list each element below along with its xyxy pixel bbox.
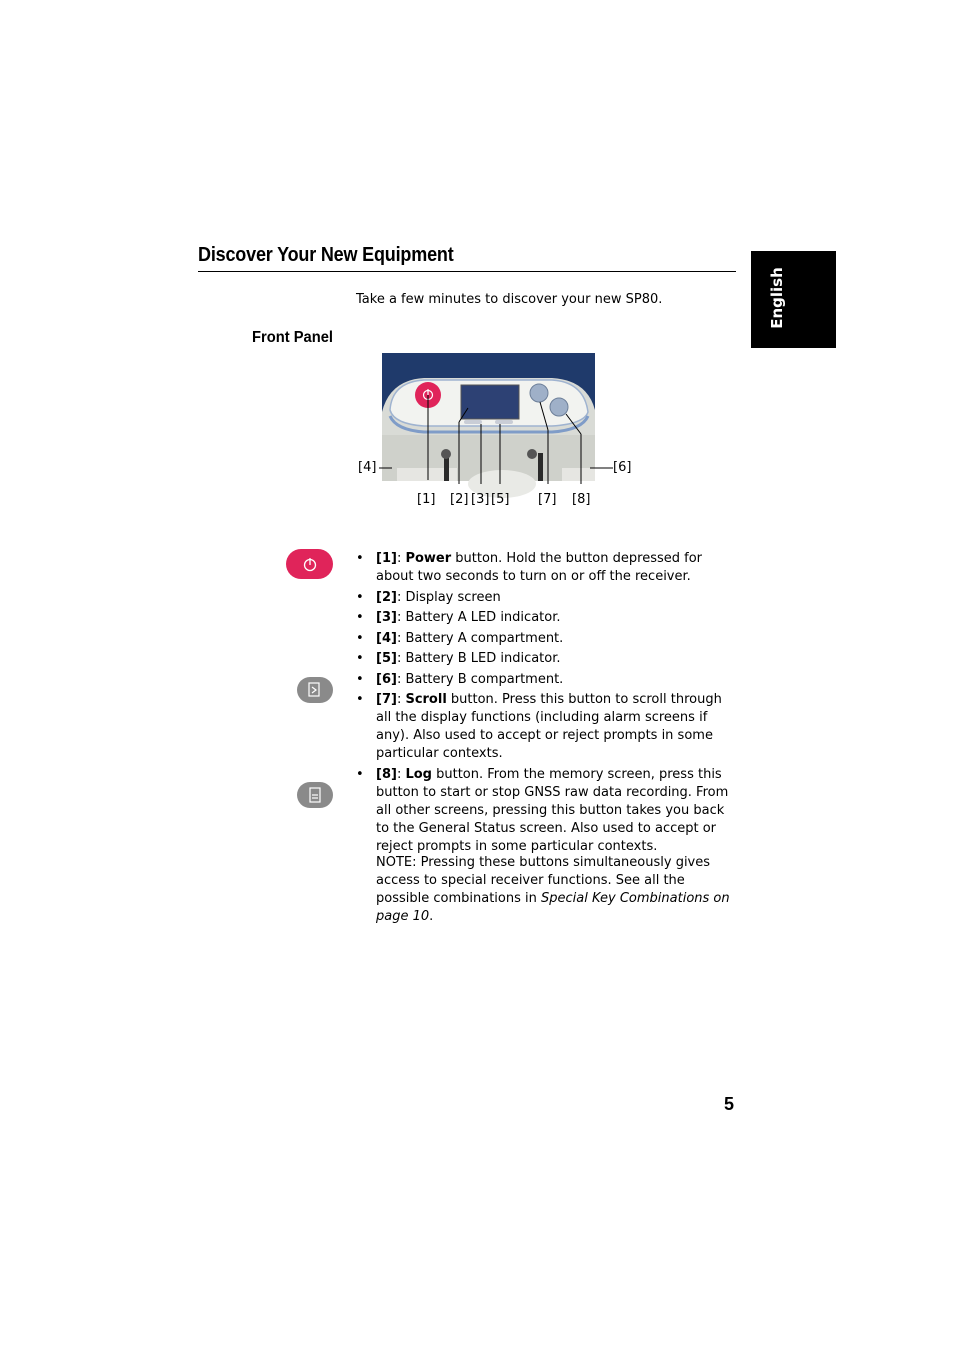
list-item: • [3]: Battery A LED indicator. [356,609,736,627]
callout-4: [4] [358,460,377,475]
callout-8: [8] [572,492,591,507]
callout-1: [1] [417,492,436,507]
section-heading: Front Panel [252,329,333,346]
cross-reference-link[interactable]: Special Key Combinations on page 10 [376,891,730,924]
scroll-icon [297,677,333,703]
callout-7: [7] [538,492,557,507]
list-item: • [8]: Log button. From the memory screen, press this button to start or stop GNSS raw data recording. From all other screens, pressing this button takes you back to the General Status screen. Also used to accept or reject prompts in some particular contexts. [356,766,736,856]
front-panel-photo [352,350,642,515]
intro-text: Take a few minutes to discover your new SP80. [356,292,663,307]
log-icon [297,782,333,808]
callout-2: [2] [450,492,469,507]
note-text: NOTE: Pressing these buttons simultaneously gives access to special receiver functions. See all the possible combinations in Special Key Combinations on page 10. [376,855,730,924]
list-item: • [4]: Battery A compartment. [356,630,736,648]
title-rule [198,271,736,272]
page-number: 5 [724,1094,735,1114]
front-panel-figure [352,350,642,515]
language-tab-label: English [768,267,786,329]
callout-6: [6] [613,460,632,475]
list-item: • [1]: Power button. Hold the button depressed for about two seconds to turn on or off the receiver. [356,550,736,586]
list-item: • [2]: Display screen [356,589,736,607]
power-icon [286,549,333,579]
page-title: Discover Your New Equipment [198,244,454,266]
feature-list [356,550,736,858]
callout-5: [5] [491,492,510,507]
list-item: • [5]: Battery B LED indicator. [356,650,736,668]
callout-3: [3] [471,492,490,507]
list-item: • [6]: Battery B compartment. [356,671,736,689]
language-tab [751,251,836,348]
list-item: • [7]: Scroll button. Press this button to scroll through all the display functions (including alarm screens if any). Also used to accept or reject prompts in some particular contexts. [356,691,736,763]
